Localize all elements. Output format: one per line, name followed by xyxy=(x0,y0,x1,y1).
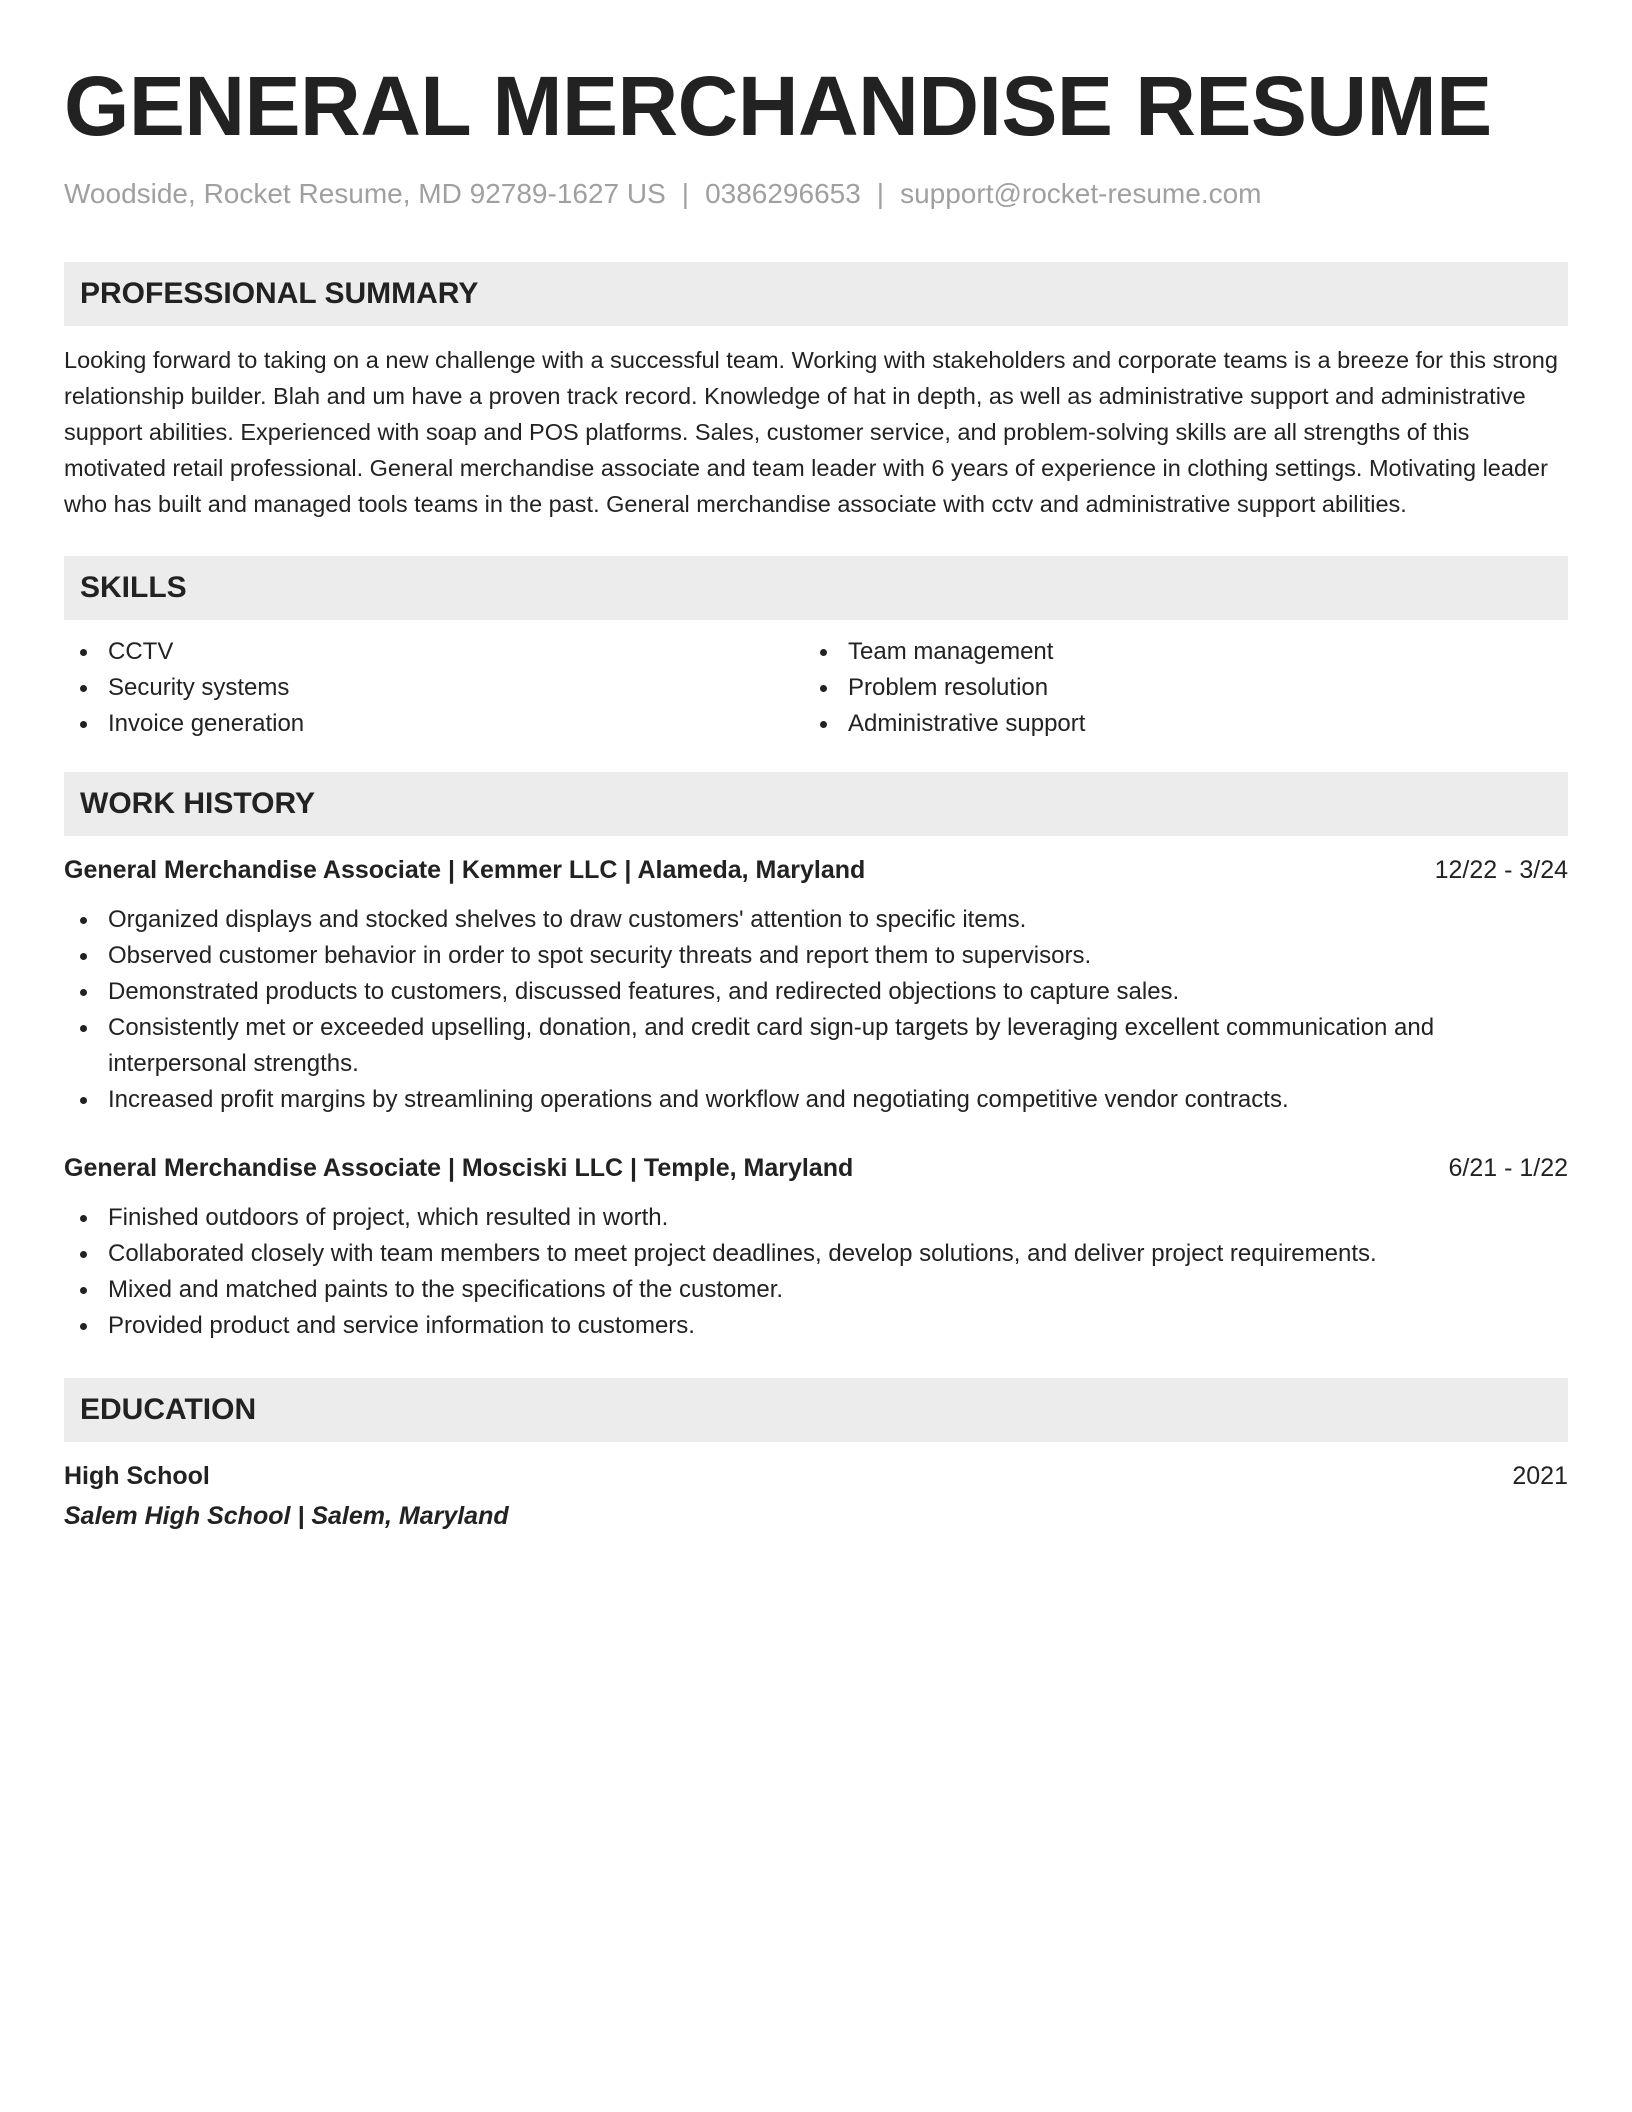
job-title: General Merchandise Associate | Mosciski LLC | Temple, Maryland xyxy=(64,1154,854,1182)
job-entry xyxy=(64,852,1568,1118)
skill-item: Security systems xyxy=(64,670,804,706)
job-header xyxy=(64,1150,1568,1186)
job-title: General Merchandise Associate | Kemmer LLC | Alameda, Maryland xyxy=(64,856,866,884)
job-dates: 6/21 - 1/22 xyxy=(1448,1154,1568,1182)
job-bullet: Observed customer behavior in order to spot security threats and report them to supervisors. xyxy=(64,938,1568,974)
section-header-work: WORK HISTORY xyxy=(64,772,1568,836)
job-bullet: Consistently met or exceeded upselling, donation, and credit card sign-up targets by leveraging excellent communication and interpersonal strengths. xyxy=(64,1010,1568,1082)
section-header-summary: PROFESSIONAL SUMMARY xyxy=(64,262,1568,326)
skills-column-right xyxy=(804,634,1544,742)
contact-separator: | xyxy=(876,178,885,209)
education-school: Salem High School | Salem, Maryland xyxy=(64,1502,509,1530)
contact-phone: 0386296653 xyxy=(705,178,861,209)
job-bullet: Increased profit margins by streamlining operations and workflow and negotiating competitive vendor contracts. xyxy=(64,1082,1568,1118)
skill-item: CCTV xyxy=(64,634,804,670)
contact-email: support@rocket-resume.com xyxy=(900,178,1262,209)
skills-column-left xyxy=(64,634,804,742)
resume-title: GENERAL MERCHANDISE RESUME xyxy=(64,59,1492,153)
job-dates: 12/22 - 3/24 xyxy=(1434,856,1568,884)
job-bullet: Organized displays and stocked shelves to draw customers' attention to specific items. xyxy=(64,902,1568,938)
contact-separator: | xyxy=(681,178,690,209)
section-header-education: EDUCATION xyxy=(64,1378,1568,1442)
job-entry xyxy=(64,1150,1568,1344)
skill-item: Invoice generation xyxy=(64,706,804,742)
contact-address: Woodside, Rocket Resume, MD 92789-1627 US xyxy=(64,178,666,209)
job-header xyxy=(64,852,1568,888)
job-bullets xyxy=(64,1200,1568,1344)
summary-text: Looking forward to taking on a new challenge with a successful team. Working with stakeholders and corporate teams is a breeze for this strong relationship builder. Blah and um have a proven track record. Knowledge of hat in depth, as well as administrative support and administrative support abilities. Experienced with soap and POS platforms. Sales, customer service, and problem-solving skills are all strengths of this motivated retail professional. General merchandise associate and team leader with 6 years of experience in clothing settings. Motivating leader who has built and managed tools teams in the past. General merchandise associate with cctv and administrative support abilities. xyxy=(64,347,1558,517)
skill-item: Team management xyxy=(804,634,1544,670)
skill-item: Administrative support xyxy=(804,706,1544,742)
job-bullet: Mixed and matched paints to the specifications of the customer. xyxy=(64,1272,1568,1308)
job-bullet: Finished outdoors of project, which resulted in worth. xyxy=(64,1200,1568,1236)
job-bullet: Demonstrated products to customers, discussed features, and redirected objections to capture sales. xyxy=(64,974,1568,1010)
job-bullet: Provided product and service information to customers. xyxy=(64,1308,1568,1344)
job-bullets xyxy=(64,902,1568,1118)
education-degree: High School xyxy=(64,1462,210,1490)
education-year: 2021 xyxy=(1512,1462,1568,1490)
education-entry xyxy=(64,1458,1568,1534)
contact-line xyxy=(64,176,1568,212)
education-header xyxy=(64,1458,1568,1494)
section-header-skills: SKILLS xyxy=(64,556,1568,620)
skill-item: Problem resolution xyxy=(804,670,1544,706)
skills-list xyxy=(64,634,1568,742)
job-bullet: Collaborated closely with team members to meet project deadlines, develop solutions, and deliver project requirements. xyxy=(64,1236,1568,1272)
